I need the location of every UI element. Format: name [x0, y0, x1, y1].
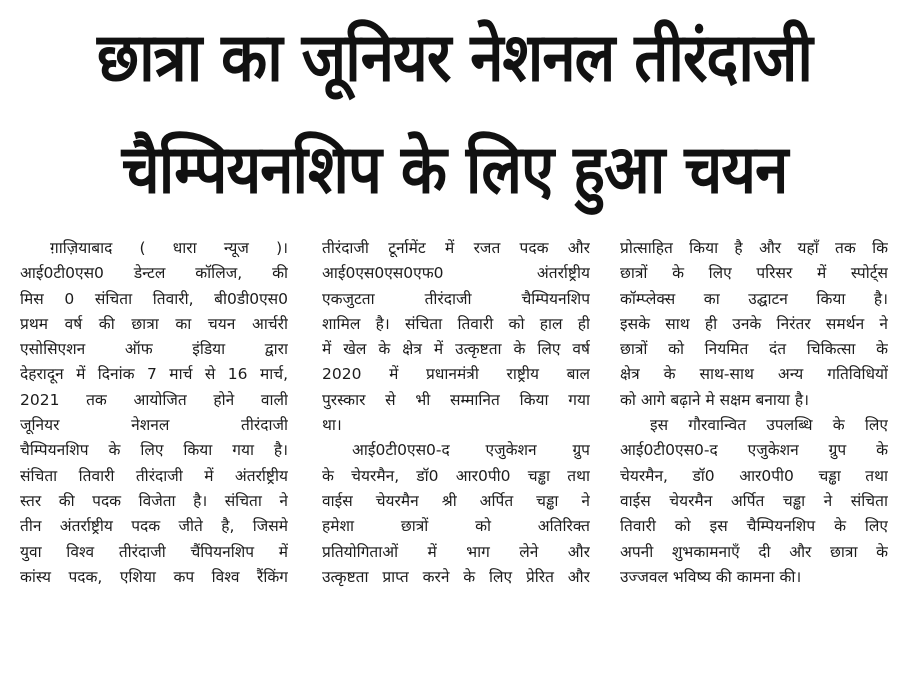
- article-column-3: [620, 236, 888, 668]
- text-line: उत्कृष्टता प्राप्त करने के लिए प्रेरित और: [322, 567, 590, 586]
- text-line: युवा विश्व तीरंदाजी चैंपियनशिप में: [20, 542, 288, 561]
- text-line: एकजुटता तीरंदाजी चैम्पियनशिप: [322, 289, 590, 308]
- text-line: शामिल है। संचिता तिवारी को हाल ही: [322, 314, 590, 333]
- text-line: जूनियर नेशनल तीरंदाजी: [20, 416, 288, 435]
- text-line: संचिता तिवारी तीरंदाजी में अंतर्राष्ट्रीय: [20, 466, 288, 485]
- text-line: छात्रों के लिए परिसर में स्पोर्ट्स: [620, 264, 888, 283]
- text-line: आई0टी0एस0-द एजुकेशन ग्रुप के: [620, 441, 888, 460]
- text-line: पुरस्कार से भी सम्मानित किया गया: [322, 390, 590, 409]
- text-line: देहरादून में दिनांक 7 मार्च से 16 मार्च,: [20, 365, 288, 384]
- text-line: तीरंदाजी टूर्नामेंट में रजत पदक और: [322, 239, 590, 257]
- text-line: प्रतियोगिताओं में भाग लेने और: [322, 542, 590, 561]
- text-line: स्तर की पदक विजेता है। संचिता ने: [20, 491, 288, 510]
- dateline: ग़ाज़ियाबाद ( धारा न्यूज )।: [50, 239, 288, 257]
- text-line: एसोसिएशन ऑफ इंडिया द्वारा: [20, 340, 288, 359]
- text-line: 2021 तक आयोजित होने वाली: [20, 390, 288, 409]
- text-line: को आगे बढ़ाने मे सक्षम बनाया है।: [620, 390, 809, 409]
- article-body: [20, 236, 894, 668]
- text-line: कांस्य पदक, एशिया कप विश्व रैंकिंग: [20, 567, 288, 586]
- text-line: मिस 0 संचिता तिवारी, बी0डी0एस0: [20, 289, 288, 308]
- text-line: अपनी शुभकामनाएँ दी और छात्रा के: [620, 542, 888, 561]
- text-line: हमेशा छात्रों को अतिरिक्त: [322, 517, 590, 536]
- text-line: क्षेत्र के साथ-साथ अन्य गतिविधियों: [620, 365, 888, 384]
- text-line: इस गौरवान्वित उपलब्धि के लिए: [650, 416, 888, 435]
- text-line: में खेल के क्षेत्र में उत्कृष्टता के लिए वर्ष: [322, 340, 590, 359]
- text-line: के चेयरमैन, डॉ0 आर0पी0 चड्ढा तथा: [322, 466, 590, 485]
- text-line: था।: [322, 416, 342, 435]
- text-line: तीन अंतर्राष्ट्रीय पदक जीते है, जिसमे: [20, 517, 288, 536]
- text-line: उज्जवल भविष्य की कामना की।: [620, 567, 802, 586]
- text-line: आई0टी0एस0 डेन्टल कॉलिज, की: [20, 264, 288, 283]
- text-line: छात्रों को नियमित दंत चिकित्सा के: [620, 340, 888, 359]
- text-line: वाईस चेयरमैन अर्पित चड्ढा ने संचिता: [620, 491, 888, 510]
- text-line: प्रथम वर्ष की छात्रा का चयन आर्चरी: [20, 314, 288, 333]
- text-line: इसके साथ ही उनके निरंतर समर्थन ने: [620, 314, 888, 333]
- article-column-1: [20, 236, 288, 668]
- headline-line-1: छात्रा का जूनियर नेशनल तीरंदाजी: [97, 18, 812, 98]
- headline-line-2: चैम्पियनशिप के लिए हुआ चयन: [121, 130, 788, 210]
- article-column-2: [322, 236, 590, 668]
- text-line: तिवारी को इस चैम्पियनशिप के लिए: [620, 517, 888, 536]
- text-line: आई0टी0एस0-द एजुकेशन ग्रुप: [352, 441, 590, 460]
- text-line: प्रोत्साहित किया है और यहाँ तक कि: [620, 239, 888, 257]
- text-line: चैम्पियनशिप के लिए किया गया है।: [20, 441, 288, 460]
- text-line: चेयरमैन, डॉ0 आर0पी0 चड्ढा तथा: [620, 466, 888, 485]
- text-line: 2020 में प्रधानमंत्री राष्ट्रीय बाल: [322, 365, 590, 384]
- text-line: वाईस चेयरमैन श्री अर्पित चड्ढा ने: [322, 491, 590, 510]
- text-line: कॉम्प्लेक्स का उद्घाटन किया है।: [620, 289, 888, 308]
- text-line: आई0एस0एस0एफ0 अंतर्राष्ट्रीय: [322, 264, 590, 283]
